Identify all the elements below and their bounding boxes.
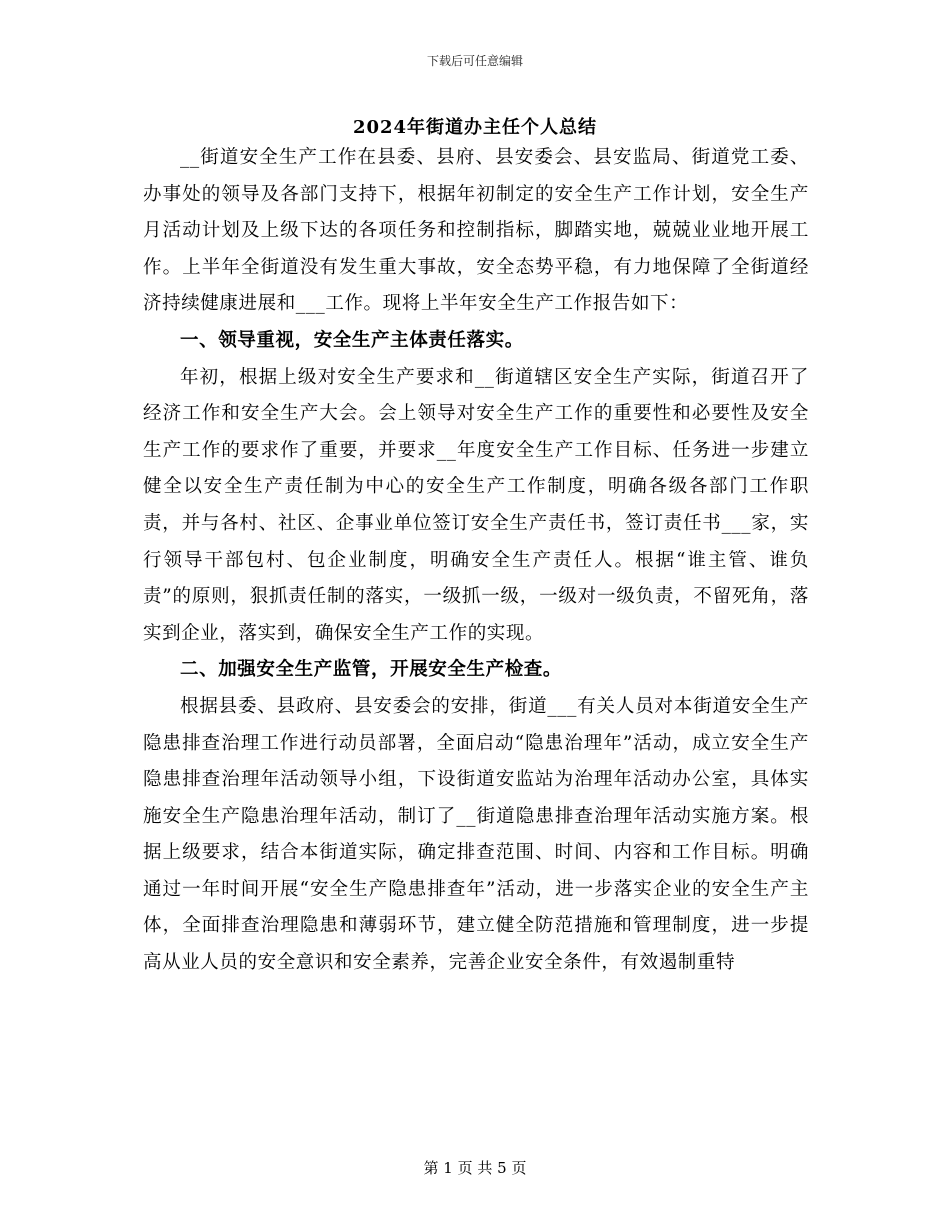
header-note: 下载后可任意编辑 [426,54,523,68]
intro-paragraph: __街道安全生产工作在县委、县府、县安委会、县安监局、街道党工委、办事处的领导及各部门支持下，根据年初制定的安全生产工作计划，安全生产月活动计划及上级下达的各项任务和控制指标，脚踏实地，兢兢业业地开展工作。上半年全街道没有发生重大事故，安全态势平稳，有力地保障了全街道经济持续健康进展和___工作。现将上半年安全生产工作报告如下： [143,147,809,315]
section-1-paragraph: 年初，根据上级对安全生产要求和__街道辖区安全生产实际，街道召开了经济工作和安全生产大会。会上领导对安全生产工作的重要性和必要性及安全生产工作的要求作了重要，并要求__年度安全生产工作目标、任务进一步建立健全以安全生产责任制为中心的安全生产工作制度，明确各级各部门工作职责，并与各村、社区、企事业单位签订安全生产责任书，签订责任书___家，实行领导干部包村、包企业制度，明确安全生产责任人。根据“谁主管、谁负责”的原则，狠抓责任制的落实，一级抓一级，一级对一级负责，不留死角，落实到企业，落实到，确保安全生产工作的实现。 [143,366,809,644]
section-2-heading: 二、加强安全生产监管，开展安全生产检查。 [180,659,563,681]
document-body [143,140,809,982]
document-title: 2024年街道办主任个人总结 [352,117,598,138]
section-1-heading: 一、领导重视，安全生产主体责任落实。 [180,329,524,351]
section-2-paragraph: 根据县委、县政府、县安委会的安排，街道___有关人员对本街道安全生产隐患排查治理工作进行动员部署，全面启动“隐患治理年”活动，成立安全生产隐患排查治理年活动领导小组，下设街道安监站为治理年活动办公室，具体实施安全生产隐患治理年活动，制订了__街道隐患排查治理年活动实施方案。根据上级要求，结合本街道实际，确定排查范围、时间、内容和工作目标。明确通过一年时间开展“安全生产隐患排查年”活动，进一步落实企业的安全生产主体，全面排查治理隐患和薄弱环节，建立健全防范措施和管理制度，进一步提高从业人员的安全意识和安全素养，完善企业安全条件，有效遏制重特 [143,695,809,974]
page-footer: 第 1 页 共 5 页 [423,1159,527,1177]
